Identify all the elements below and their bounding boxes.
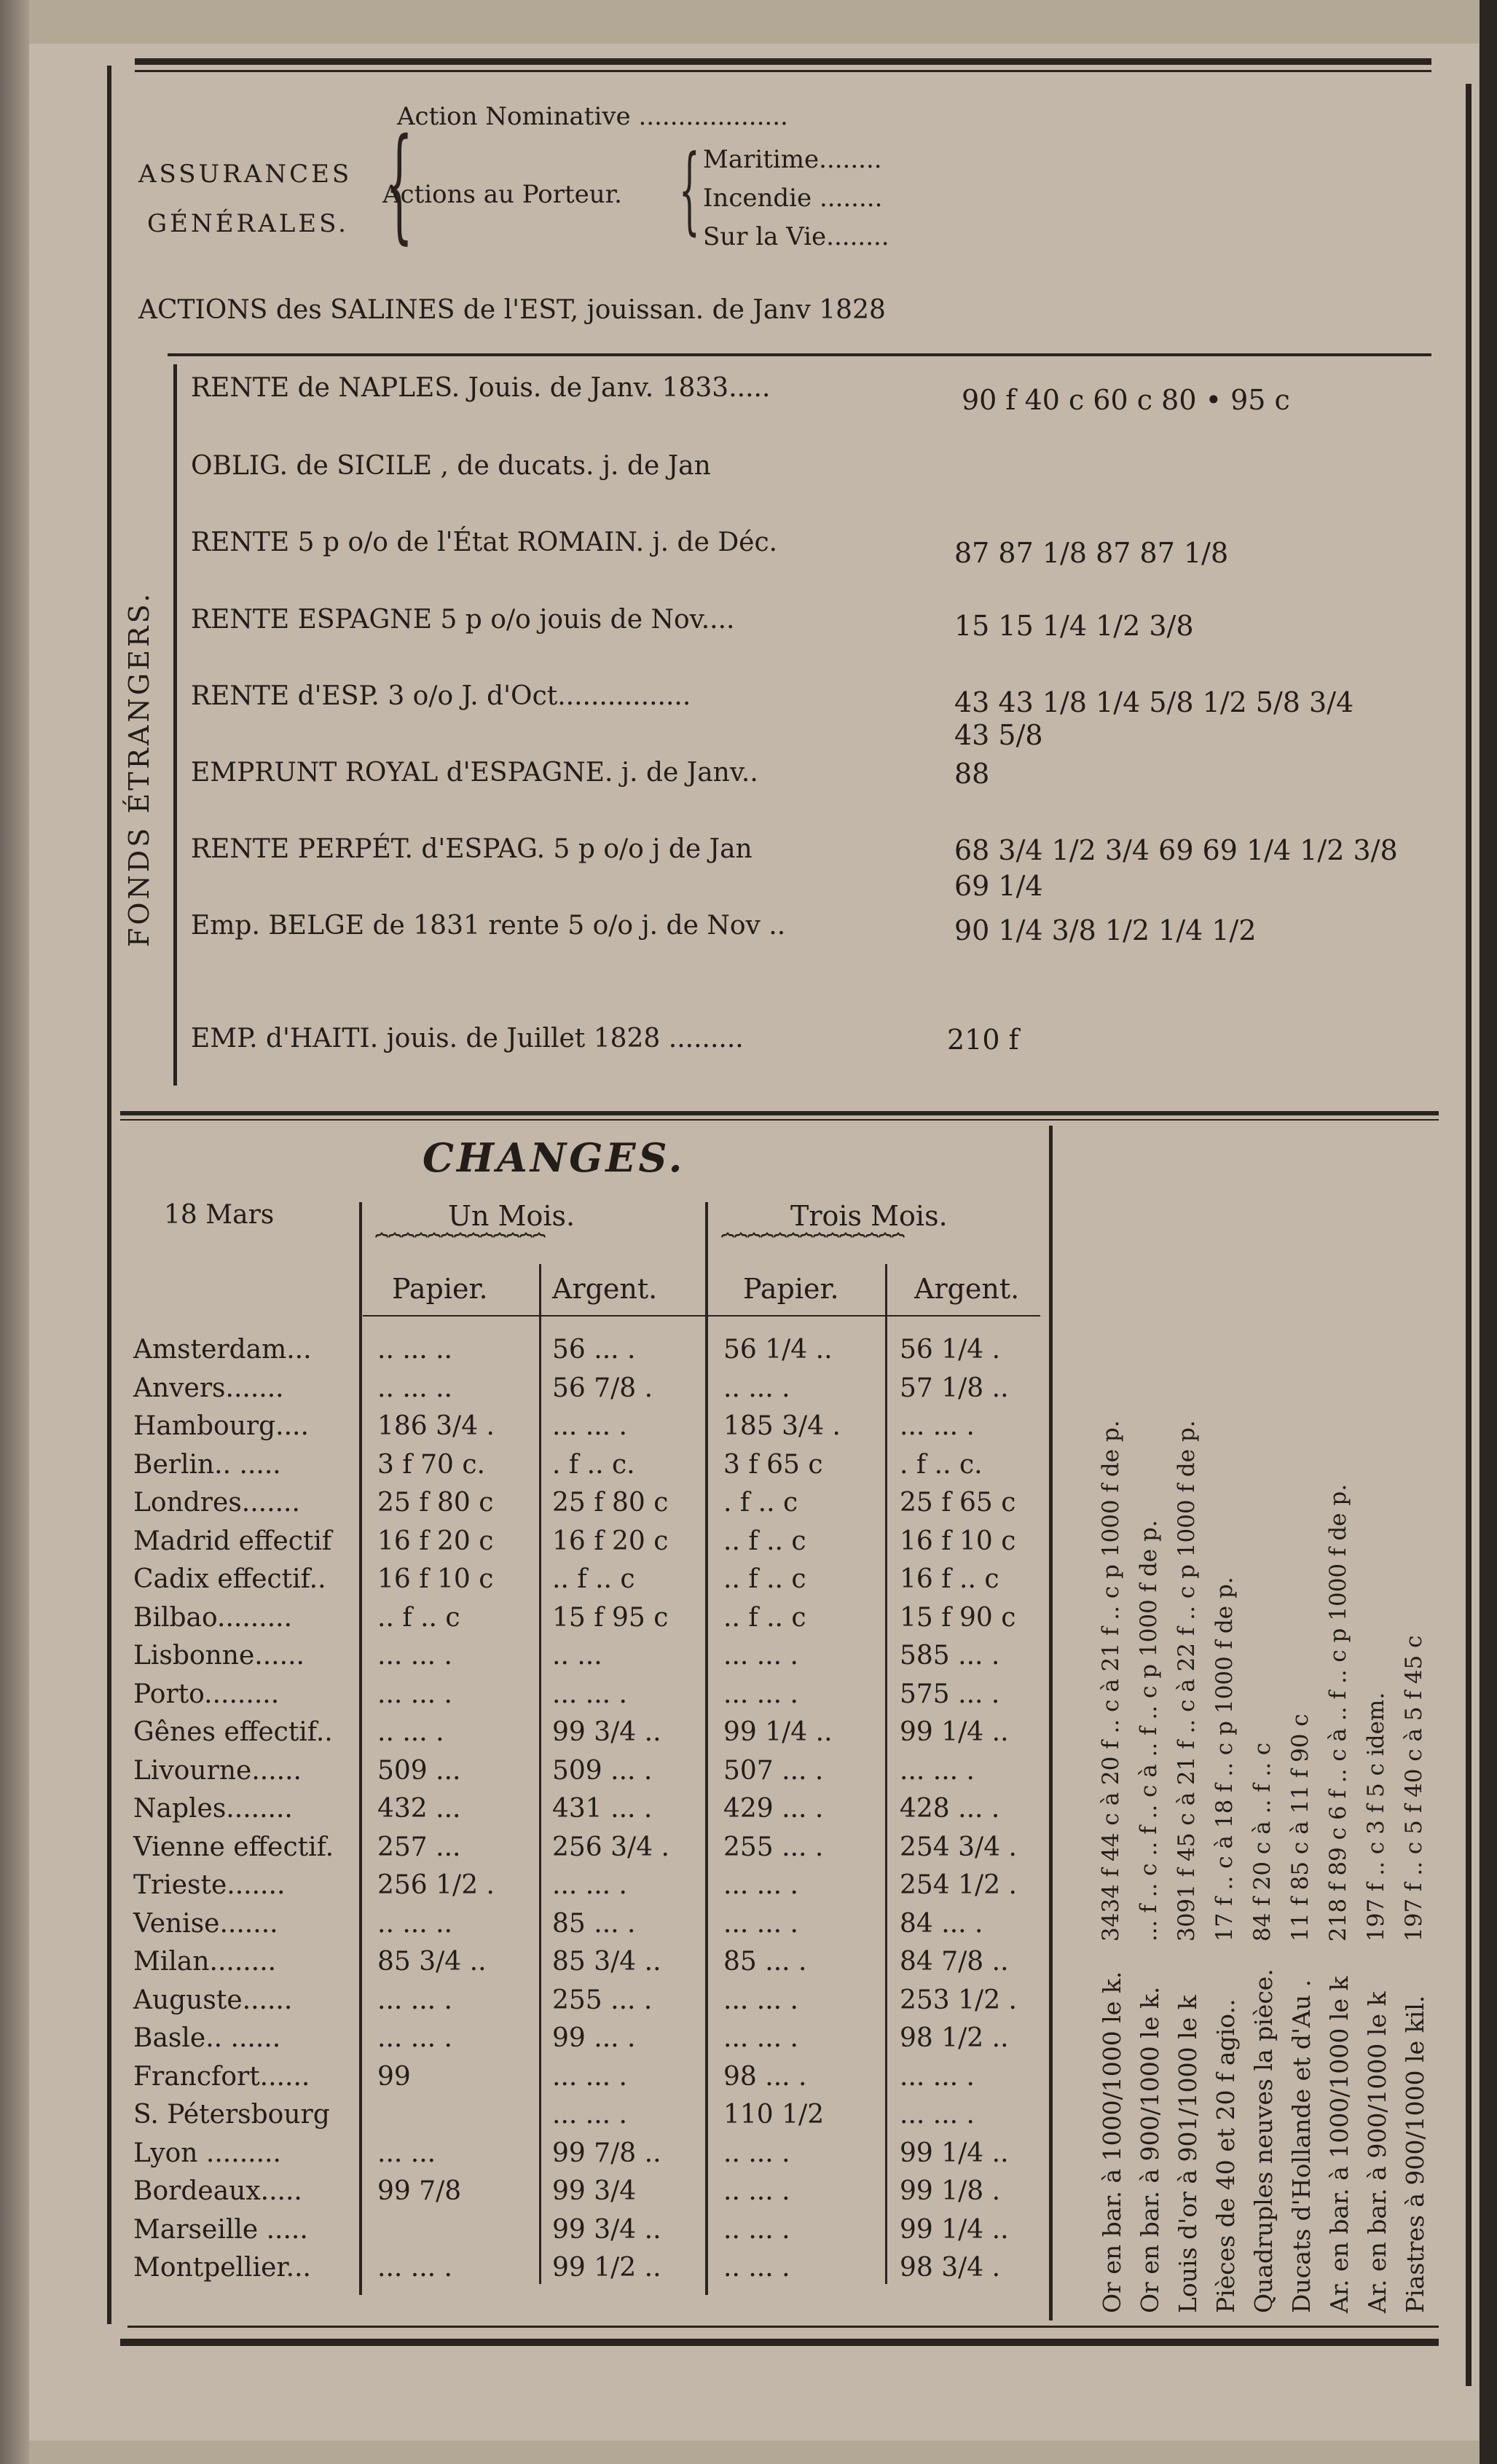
fonds-row-4-value: 15 15 1/4 1/2 3/8 (954, 610, 1194, 642)
col-rule-3 (705, 1202, 708, 2295)
changes-cell: 99 ... . (552, 2023, 636, 2053)
changes-cell: ... ... . (900, 2100, 975, 2130)
changes-cell: 16 f 10 c (900, 1526, 1016, 1556)
changes-cell: 431 ... . (552, 1794, 653, 1824)
changes-city: Porto......... (133, 1679, 280, 1709)
changes-cell: .. ... . (723, 2253, 790, 2283)
changes-top-rule (120, 1111, 1439, 1115)
changes-cell: .. f .. c (723, 1526, 806, 1556)
changes-cell: 255 ... . (723, 1832, 824, 1862)
changes-cell: ... ... . (900, 2062, 975, 2092)
changes-city: Berlin.. ..... (133, 1450, 281, 1480)
changes-cell: ... ... . (552, 1679, 627, 1709)
changes-city: Venise....... (133, 1909, 278, 1939)
page-edge (1480, 0, 1497, 2464)
col-rule-4 (885, 1264, 887, 2284)
changes-cell: 99 1/4 .. (900, 1717, 1009, 1747)
changes-cell: . f .. c. (900, 1450, 983, 1480)
changes-city: Madrid effectif (133, 1526, 332, 1556)
changes-cell: 509 ... . (552, 1756, 653, 1786)
un-mois-brace: ⏞⏞⏞⏞⏞⏞⏞⏞⏞⏞⏞⏞⏞ (375, 1233, 546, 1258)
assurances-label-2: GÉNÉRALES. (147, 209, 349, 238)
right-frame-rule (1466, 84, 1472, 2386)
changes-cell: 99 7/8 .. (552, 2138, 661, 2168)
changes-cell: 254 1/2 . (900, 1870, 1017, 1900)
changes-cell: 98 1/2 .. (900, 2023, 1009, 2053)
changes-cell: ... ... . (900, 1756, 975, 1786)
changes-cell: ... ... . (377, 1679, 452, 1709)
changes-city: Lyon ......... (133, 2138, 281, 2168)
metal-label: Louis d'or à 901/1000 le k (1174, 1995, 1202, 2313)
changes-cell: 98 ... . (723, 2062, 807, 2092)
changes-cell: .. ... . (723, 2215, 790, 2245)
changes-cell: 255 ... . (552, 1985, 653, 2015)
metal-value: 197 f .. c 5 f 40 c à 5 f 45 c (1401, 1635, 1427, 1942)
metal-label: Ducats d'Hollande et d'Au . (1287, 1979, 1316, 2313)
trois-mois-brace: ⏞⏞⏞⏞⏞⏞⏞⏞⏞⏞⏞⏞⏞⏞ (721, 1233, 905, 1258)
maritime-item: Maritime........ (703, 145, 882, 174)
changes-cell: 25 f 80 c (377, 1488, 494, 1518)
changes-cell: 84 7/8 .. (900, 1947, 1009, 1977)
changes-cell: 56 7/8 . (552, 1373, 653, 1403)
changes-city: Francfort...... (133, 2062, 310, 2092)
changes-cell: ... ... . (377, 2253, 452, 2283)
changes-cell: 110 1/2 (723, 2100, 825, 2130)
header-under-rule (363, 1315, 1040, 1317)
un-mois-heading: Un Mois. (448, 1200, 575, 1232)
changes-cell: 56 ... . (552, 1335, 636, 1365)
changes-cell: ... ... . (552, 2062, 627, 2092)
metal-label: Quadruples neuves la pièce. (1249, 1969, 1278, 2313)
changes-city: Hambourg.... (133, 1411, 309, 1441)
fonds-row-3-label: RENTE 5 p o/o de l'État ROMAIN. j. de Déc. (191, 527, 778, 557)
changes-cell: 99 3/4 (552, 2176, 637, 2206)
changes-cell: 85 3/4 .. (377, 1947, 487, 1977)
fonds-row-4-label: RENTE ESPAGNE 5 p o/o jouis de Nov.... (191, 605, 735, 635)
changes-cell: 3 f 65 c (723, 1450, 823, 1480)
changes-cell: 3 f 70 c. (377, 1450, 485, 1480)
changes-city: Lisbonne...... (133, 1641, 304, 1671)
bottom-rule (127, 2326, 1439, 2328)
changes-cell: .. f .. c (377, 1603, 460, 1633)
metal-label: Pièces de 40 et 20 f agio.. (1211, 1998, 1240, 2313)
fonds-row-7-label: RENTE PERPÉT. d'ESPAG. 5 p o/o j de Jan (191, 834, 753, 864)
fonds-row-6-label: EMPRUNT ROYAL d'ESPAGNE. j. de Janv.. (191, 758, 758, 788)
fonds-row-5-value-2: 43 5/8 (954, 719, 1043, 751)
changes-cell: 84 ... . (900, 1909, 983, 1939)
changes-cell: ... ... . (900, 1411, 975, 1441)
changes-cell: 99 3/4 .. (552, 2215, 661, 2245)
changes-cell: 25 f 80 c (552, 1488, 669, 1518)
changes-cell: ... ... . (723, 1870, 798, 1900)
changes-cell: 99 (377, 2062, 411, 2092)
brace-porteur: { (678, 134, 700, 245)
changes-cell: .. f .. c (723, 1603, 806, 1633)
changes-cell: 99 7/8 (377, 2176, 462, 2206)
changes-cell: ... ... . (552, 1411, 627, 1441)
actions-salines-line: ACTIONS des SALINES de l'EST, jouissan. de Janv 1828 (138, 295, 886, 325)
changes-cell: .. ... .. (377, 1909, 452, 1939)
col-head-papier-2: Papier. (743, 1273, 839, 1305)
top-double-rule (135, 58, 1431, 65)
metal-value: 3091 f 45 c à 21 f .. c à 22 f .. c p 1000 f de p. (1174, 1420, 1200, 1942)
changes-cell: 428 ... . (900, 1794, 1000, 1824)
changes-cell: 185 3/4 . (723, 1411, 841, 1441)
left-frame-rule (107, 66, 111, 2324)
fonds-row-5-value: 43 43 1/8 1/4 5/8 1/2 5/8 3/4 (954, 686, 1354, 718)
changes-city: Bilbao......... (133, 1603, 293, 1633)
action-nominative: Action Nominative ................... (397, 102, 788, 131)
col-head-papier-1: Papier. (392, 1273, 488, 1305)
fonds-row-6-value: 88 (954, 758, 990, 790)
changes-city: Vienne effectif. (133, 1832, 334, 1862)
changes-cell: 16 f .. c (900, 1564, 999, 1594)
changes-cell: 98 3/4 . (900, 2253, 1001, 2283)
actions-au-porteur: Actions au Porteur. (382, 180, 622, 209)
col-head-argent-2: Argent. (914, 1273, 1020, 1305)
changes-cell: 99 1/4 .. (900, 2138, 1009, 2168)
changes-cell: 85 3/4 .. (552, 1947, 661, 1977)
changes-cell: 256 1/2 . (377, 1870, 495, 1900)
changes-cell: ... ... . (723, 1909, 798, 1939)
fonds-row-2-label: OBLIG. de SICILE , de ducats. j. de Jan (191, 451, 711, 481)
changes-city: S. Pétersbourg (133, 2100, 330, 2130)
changes-cell: 256 3/4 . (552, 1832, 669, 1862)
changes-cell: 253 1/2 . (900, 1985, 1017, 2015)
changes-cell: 16 f 20 c (552, 1526, 669, 1556)
trois-mois-heading: Trois Mois. (790, 1200, 948, 1232)
changes-city: Cadix effectif.. (133, 1564, 326, 1594)
changes-city: Basle.. ...... (133, 2023, 281, 2053)
changes-cell: 99 1/4 .. (900, 2215, 1009, 2245)
changes-cell: 186 3/4 . (377, 1411, 495, 1441)
metal-value: 197 f .. c 3 f 5 c idem. (1363, 1692, 1389, 1942)
changes-cell: 56 1/4 .. (723, 1335, 833, 1365)
changes-cell: 99 1/4 .. (723, 1717, 833, 1747)
changes-top-rule-thin (120, 1119, 1439, 1121)
changes-cell: ... ... (377, 2138, 436, 2168)
changes-cell: 585 ... . (900, 1641, 1000, 1671)
fonds-row-8-value: 90 1/4 3/8 1/2 1/4 1/2 (954, 914, 1257, 946)
changes-cell: ... ... . (723, 1679, 798, 1709)
changes-city: Anvers....... (133, 1373, 284, 1403)
fonds-row-7-value: 68 3/4 1/2 3/4 69 69 1/4 1/2 3/8 (954, 834, 1398, 866)
changes-cell: 99 1/2 .. (552, 2253, 661, 2283)
metal-label: Piastres à 900/1000 le kil. (1401, 1995, 1429, 2313)
changes-cell: 99 1/8 . (900, 2176, 1001, 2206)
col-head-argent-1: Argent. (552, 1273, 658, 1305)
changes-cell: 254 3/4 . (900, 1832, 1017, 1862)
changes-cell: 85 ... . (552, 1909, 636, 1939)
changes-cell: 25 f 65 c (900, 1488, 1016, 1518)
changes-cell: ... ... . (552, 2100, 627, 2130)
changes-cell: 507 ... . (723, 1756, 824, 1786)
changes-cell: 99 3/4 .. (552, 1717, 661, 1747)
changes-cell: 16 f 10 c (377, 1564, 494, 1594)
changes-cell: .. f .. c (723, 1564, 806, 1594)
changes-cell: . f .. c. (552, 1450, 635, 1480)
changes-cell: .. ... .. (377, 1335, 452, 1365)
metal-label: Ar. en bar. à 900/1000 le k (1363, 1991, 1391, 2313)
changes-city: Naples........ (133, 1794, 293, 1824)
changes-cell: . f .. c (723, 1488, 798, 1518)
changes-city: Livourne...... (133, 1756, 302, 1786)
changes-cell: ... ... . (552, 1870, 627, 1900)
changes-city: Montpellier... (133, 2253, 311, 2283)
changes-cell: 15 f 90 c (900, 1603, 1016, 1633)
changes-city: Amsterdam... (133, 1335, 312, 1365)
changes-cell: .. ... . (723, 2138, 790, 2168)
changes-city: Auguste...... (133, 1985, 293, 2015)
col-rule-1 (359, 1202, 362, 2295)
metal-value: 17 f .. c à 18 f .. c p 1000 f de p. (1211, 1577, 1238, 1942)
fonds-row-1-value: 90 f 40 c 60 c 80 • 95 c (962, 384, 1290, 416)
fonds-row-3-value: 87 87 1/8 87 87 1/8 (954, 537, 1229, 569)
metal-value: 11 f 85 c à 11 f 90 c (1287, 1714, 1313, 1942)
metal-value: 3434 f 44 c à 20 f .. c à 21 f .. c p 1000 f de p. (1098, 1420, 1124, 1942)
metal-label: Ar. en bar. à 1000/1000 le k (1325, 1976, 1353, 2313)
metal-value: 218 f 89 c 6 f .. c à .. f .. c p 1000 f de p. (1325, 1483, 1351, 1942)
changes-city: Londres....... (133, 1488, 300, 1518)
changes-cell: .. f .. c (552, 1564, 635, 1594)
changes-city: Trieste....... (133, 1870, 286, 1900)
changes-cell: 85 ... . (723, 1947, 807, 1977)
top-thin-rule (135, 70, 1431, 72)
fonds-row-1-label: RENTE de NAPLES. Jouis. de Janv. 1833..... (191, 373, 771, 403)
brace-assurances: { (385, 112, 414, 256)
changes-cell: .. ... . (723, 1373, 790, 1403)
changes-cell: 15 f 95 c (552, 1603, 669, 1633)
sur-la-vie-item: Sur la Vie........ (703, 222, 889, 251)
changes-date: 18 Mars (164, 1200, 275, 1230)
changes-cell: 429 ... . (723, 1794, 824, 1824)
fonds-row-5-label: RENTE d'ESP. 3 o/o J. d'Oct................ (191, 681, 691, 711)
changes-cell: 509 ... (377, 1756, 461, 1786)
changes-cell: .. ... (552, 1641, 602, 1671)
changes-cell: 16 f 20 c (377, 1526, 494, 1556)
changes-cell: ... ... . (377, 2023, 452, 2053)
changes-cell: .. ... . (723, 2176, 790, 2206)
changes-city: Milan........ (133, 1947, 277, 1977)
fonds-etrangers-label: FONDS ÉTRANGERS. (123, 590, 155, 947)
changes-cell: .. ... .. (377, 1373, 452, 1403)
changes-cell: 432 ... (377, 1794, 461, 1824)
changes-title: CHANGES. (423, 1134, 685, 1181)
changes-cell: ... ... . (723, 1641, 798, 1671)
changes-city: Marseille ..... (133, 2215, 308, 2245)
fonds-top-rule (168, 353, 1431, 356)
metal-value: 84 f 20 c à .. f .. c (1249, 1742, 1276, 1942)
metal-value: ... f .. c .. f .. c à .. f .. c p 1000 f de p. (1136, 1520, 1162, 1942)
changes-cell: 575 ... . (900, 1679, 1000, 1709)
changes-city: Bordeaux..... (133, 2176, 302, 2206)
col-rule-2 (539, 1264, 541, 2284)
changes-cell: ... ... . (723, 2023, 798, 2053)
changes-city: Gênes effectif.. (133, 1717, 333, 1747)
changes-cell: .. ... . (377, 1717, 444, 1747)
metal-label: Or en bar. à 1000/1000 le k. (1098, 1971, 1126, 2313)
fonds-row-7-value-2: 69 1/4 (954, 870, 1043, 902)
fonds-row-9-label: EMP. d'HAITI. jouis. de Juillet 1828 ......... (191, 1024, 744, 1054)
changes-cell: 56 1/4 . (900, 1335, 1001, 1365)
changes-cell: ... ... . (723, 1985, 798, 2015)
fonds-row-8-label: Emp. BELGE de 1831 rente 5 o/o j. de Nov .. (191, 911, 786, 941)
changes-cell: 257 ... (377, 1832, 461, 1862)
incendie-item: Incendie ........ (703, 184, 883, 213)
changes-cell: 57 1/8 .. (900, 1373, 1009, 1403)
changes-cell: ... ... . (377, 1641, 452, 1671)
binding-gutter (0, 0, 29, 2464)
fonds-inner-rule (173, 364, 177, 1086)
bottom-double-rule (120, 2339, 1439, 2346)
metal-label: Or en bar. à 900/1000 le k. (1136, 1986, 1164, 2313)
fonds-row-9-value: 210 f (947, 1024, 1019, 1056)
changes-cell: ... ... . (377, 1985, 452, 2015)
assurances-label-1: ASSURANCES (138, 160, 353, 189)
changes-right-rule (1049, 1126, 1053, 2320)
